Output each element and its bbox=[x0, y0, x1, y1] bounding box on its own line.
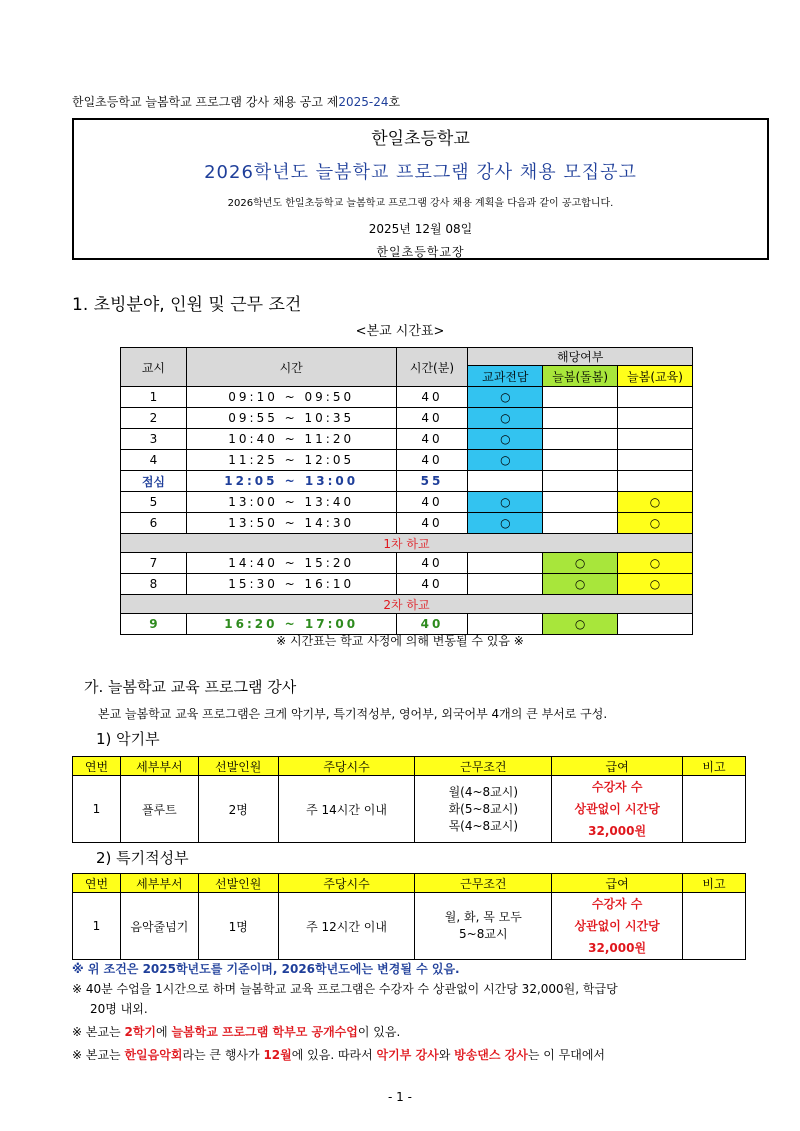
header-conditions: 근무조건 bbox=[415, 757, 552, 776]
period-cell: 2 bbox=[121, 408, 187, 429]
sectionA-intro: 본교 늘봄학교 교육 프로그램은 크게 악기부, 특기적성부, 영어부, 외국어부 4개의 큰 부서로 구성. bbox=[98, 707, 608, 721]
school-name: 한일초등학교 bbox=[371, 129, 470, 149]
col-period-header: 교시 bbox=[121, 348, 187, 387]
period-cell: 6 bbox=[121, 513, 187, 534]
period-cell: 점심 bbox=[121, 471, 187, 492]
header-note: 비고 bbox=[683, 874, 746, 893]
note-concert bbox=[72, 1046, 605, 1063]
note-text: 에 bbox=[156, 1025, 172, 1039]
col-applicable-header: 해당여부 bbox=[468, 348, 693, 366]
schedule-row bbox=[121, 574, 693, 595]
mark-cell bbox=[618, 387, 693, 408]
time-cell: 10:40 ~ 11:20 bbox=[186, 429, 396, 450]
note-highlight: 방송댄스 강사 bbox=[454, 1048, 528, 1062]
schedule-row bbox=[121, 387, 693, 408]
mark-cell bbox=[468, 553, 543, 574]
header-note: 비고 bbox=[683, 757, 746, 776]
instrument-recruit-table bbox=[72, 756, 746, 843]
pay-line: 상관없이 시간당 bbox=[574, 802, 660, 816]
schedule-row bbox=[121, 450, 693, 471]
note-highlight: 한일음악회 bbox=[124, 1048, 183, 1062]
header-dept: 세부부서 bbox=[120, 757, 198, 776]
condition-line: 월, 화, 목 모두 bbox=[444, 910, 522, 924]
condition-line: 5~8교시 bbox=[459, 927, 508, 941]
minutes-cell: 40 bbox=[396, 387, 468, 408]
schedule-row bbox=[121, 553, 693, 574]
mark-cell bbox=[543, 387, 618, 408]
header-count: 선발인원 bbox=[198, 874, 278, 893]
minutes-cell: 40 bbox=[396, 614, 468, 635]
mark-cell bbox=[543, 429, 618, 450]
dismissal-row bbox=[121, 595, 693, 614]
schedule-row bbox=[121, 492, 693, 513]
col-minutes-header: 시간(분) bbox=[396, 348, 468, 387]
row-no: 1 bbox=[73, 893, 121, 960]
mark-cell: ○ bbox=[468, 408, 543, 429]
mark-cell: ○ bbox=[543, 553, 618, 574]
header-pay: 급여 bbox=[552, 874, 683, 893]
minutes-cell: 40 bbox=[396, 408, 468, 429]
note-text: 와 bbox=[438, 1048, 455, 1062]
mark-cell bbox=[468, 471, 543, 492]
header-dept: 세부부서 bbox=[120, 874, 198, 893]
mark-cell: ○ bbox=[543, 574, 618, 595]
time-cell: 09:10 ~ 09:50 bbox=[186, 387, 396, 408]
row-hours: 주 14시간 이내 bbox=[278, 776, 415, 843]
col-time-header: 시간 bbox=[186, 348, 396, 387]
schedule-row bbox=[121, 408, 693, 429]
period-cell: 9 bbox=[121, 614, 187, 635]
note-pay-line1: ※ 40분 수업을 1시간으로 하며 늘봄학교 교육 프로그램은 수강자 수 상관없이 시간당 32,000원, 학급당 bbox=[72, 982, 618, 996]
time-cell: 13:00 ~ 13:40 bbox=[186, 492, 396, 513]
mark-cell: ○ bbox=[618, 513, 693, 534]
pay-line: 상관없이 시간당 bbox=[574, 919, 660, 933]
mark-cell bbox=[618, 429, 693, 450]
minutes-cell: 40 bbox=[396, 513, 468, 534]
mark-cell: ○ bbox=[618, 574, 693, 595]
page-title: 2026학년도 늘봄학교 프로그램 강사 채용 모집공고 bbox=[204, 162, 637, 183]
time-cell: 09:55 ~ 10:35 bbox=[186, 408, 396, 429]
dismissal-row bbox=[121, 534, 693, 553]
period-cell: 1 bbox=[121, 387, 187, 408]
title-box bbox=[72, 118, 769, 260]
header-count: 선발인원 bbox=[198, 757, 278, 776]
condition-line: 화(5~8교시) bbox=[448, 801, 519, 816]
note-text: 에 있음. 따라서 bbox=[291, 1048, 377, 1062]
mark-cell: ○ bbox=[468, 387, 543, 408]
row-pay bbox=[552, 776, 683, 843]
mark-cell: ○ bbox=[618, 492, 693, 513]
mark-cell bbox=[618, 471, 693, 492]
mark-cell bbox=[468, 574, 543, 595]
reference-prefix: 한일초등학교 늘봄학교 프로그램 강사 채용 공고 제 bbox=[72, 95, 339, 109]
period-cell: 3 bbox=[121, 429, 187, 450]
header-pay: 급여 bbox=[552, 757, 683, 776]
minutes-cell: 40 bbox=[396, 574, 468, 595]
header-conditions: 근무조건 bbox=[415, 874, 552, 893]
note-text: ※ 본교는 bbox=[72, 1025, 125, 1039]
announcement-date: 2025년 12월 08일 bbox=[368, 222, 473, 236]
schedule-caption: <본교 시간표> bbox=[355, 324, 445, 339]
period-cell: 4 bbox=[121, 450, 187, 471]
mark-cell: ○ bbox=[468, 513, 543, 534]
note-text: ※ 본교는 bbox=[72, 1048, 125, 1062]
section1-heading: 1. 초빙분야, 인원 및 근무 조건 bbox=[72, 295, 302, 315]
mark-cell: ○ bbox=[543, 614, 618, 635]
note-highlight: 2학기 bbox=[124, 1025, 157, 1039]
period-cell: 8 bbox=[121, 574, 187, 595]
reference-suffix: 호 bbox=[388, 95, 401, 109]
period-cell: 7 bbox=[121, 553, 187, 574]
mark-cell: ○ bbox=[468, 492, 543, 513]
note-open-class bbox=[72, 1023, 400, 1040]
schedule-row bbox=[121, 513, 693, 534]
note-criteria: ※ 위 조건은 2025학년도를 기준이며, 2026학년도에는 변경될 수 있음. bbox=[72, 962, 460, 976]
recruit-row bbox=[73, 776, 746, 843]
time-cell: 13:50 ~ 14:30 bbox=[186, 513, 396, 534]
row-no: 1 bbox=[73, 776, 121, 843]
schedule-note: ※ 시간표는 학교 사정에 의해 변동될 수 있음 ※ bbox=[276, 634, 524, 648]
mark-cell bbox=[543, 492, 618, 513]
note-text: 이 있음. bbox=[357, 1025, 401, 1039]
row-conditions bbox=[415, 893, 552, 960]
time-cell: 15:30 ~ 16:10 bbox=[186, 574, 396, 595]
mark-cell bbox=[543, 450, 618, 471]
mark-cell bbox=[618, 450, 693, 471]
pay-line: 32,000원 bbox=[588, 941, 647, 955]
row-hours: 주 12시간 이내 bbox=[278, 893, 415, 960]
reference-number: 2025-24 bbox=[338, 95, 389, 109]
note-highlight: 악기부 강사 bbox=[376, 1048, 439, 1062]
header-no: 연번 bbox=[73, 874, 121, 893]
minutes-cell: 40 bbox=[396, 553, 468, 574]
row-note bbox=[683, 776, 746, 843]
row-note bbox=[683, 893, 746, 960]
condition-line: 목(4~8교시) bbox=[448, 818, 519, 833]
subcol-education: 늘봄(교육) bbox=[618, 366, 693, 387]
mark-cell: ○ bbox=[468, 450, 543, 471]
header-hours: 주당시수 bbox=[278, 757, 415, 776]
header-no: 연번 bbox=[73, 757, 121, 776]
sectionA-heading: 가. 늘봄학교 교육 프로그램 강사 bbox=[84, 678, 297, 696]
header-hours: 주당시수 bbox=[278, 874, 415, 893]
row-count: 2명 bbox=[198, 776, 278, 843]
note-pay-line2: 20명 내외. bbox=[90, 1002, 148, 1016]
row-count: 1명 bbox=[198, 893, 278, 960]
condition-line: 월(4~8교시) bbox=[448, 784, 519, 799]
mark-cell bbox=[543, 471, 618, 492]
mark-cell bbox=[543, 513, 618, 534]
row-pay bbox=[552, 893, 683, 960]
first-dismissal-label: 1차 하교 bbox=[121, 534, 693, 553]
row-dept: 음악줄넘기 bbox=[120, 893, 198, 960]
minutes-cell: 40 bbox=[396, 450, 468, 471]
row-conditions bbox=[415, 776, 552, 843]
title-description: 2026학년도 한일초등학교 늘봄학교 프로그램 강사 채용 계획을 다음과 같이 공고합니다. bbox=[227, 198, 614, 209]
lunch-row bbox=[121, 471, 693, 492]
principal-signature: 한일초등학교장 bbox=[376, 245, 465, 259]
page-number: - 1 - bbox=[388, 1090, 412, 1104]
note-highlight: 늘봄학교 프로그램 학부모 공개수업 bbox=[171, 1025, 358, 1039]
time-cell: 16:20 ~ 17:00 bbox=[186, 614, 396, 635]
time-cell: 12:05 ~ 13:00 bbox=[186, 471, 396, 492]
row-dept: 플루트 bbox=[120, 776, 198, 843]
pay-line: 32,000원 bbox=[588, 824, 647, 838]
mark-cell: ○ bbox=[618, 553, 693, 574]
period-cell: 5 bbox=[121, 492, 187, 513]
minutes-cell: 40 bbox=[396, 429, 468, 450]
subcol-subject-teacher: 교과전담 bbox=[468, 366, 543, 387]
mark-cell bbox=[618, 408, 693, 429]
minutes-cell: 40 bbox=[396, 492, 468, 513]
instrument-dept-heading: 1) 악기부 bbox=[96, 730, 160, 748]
time-cell: 14:40 ~ 15:20 bbox=[186, 553, 396, 574]
note-highlight: 12월 bbox=[263, 1048, 292, 1062]
second-dismissal-label: 2차 하교 bbox=[121, 595, 693, 614]
note-text: 라는 큰 행사가 bbox=[182, 1048, 264, 1062]
special-recruit-table bbox=[72, 873, 746, 960]
mark-cell bbox=[543, 408, 618, 429]
recruit-row bbox=[73, 893, 746, 960]
schedule-row bbox=[121, 429, 693, 450]
schedule-table bbox=[120, 347, 693, 635]
subcol-care: 늘봄(돌봄) bbox=[543, 366, 618, 387]
note-text: 는 이 무대에서 bbox=[527, 1048, 606, 1062]
pay-line: 수강자 수 bbox=[591, 897, 643, 911]
special-dept-heading: 2) 특기적성부 bbox=[96, 849, 189, 867]
time-cell: 11:25 ~ 12:05 bbox=[186, 450, 396, 471]
minutes-cell: 55 bbox=[396, 471, 468, 492]
pay-line: 수강자 수 bbox=[591, 780, 643, 794]
announcement-reference bbox=[72, 93, 400, 110]
mark-cell: ○ bbox=[468, 429, 543, 450]
